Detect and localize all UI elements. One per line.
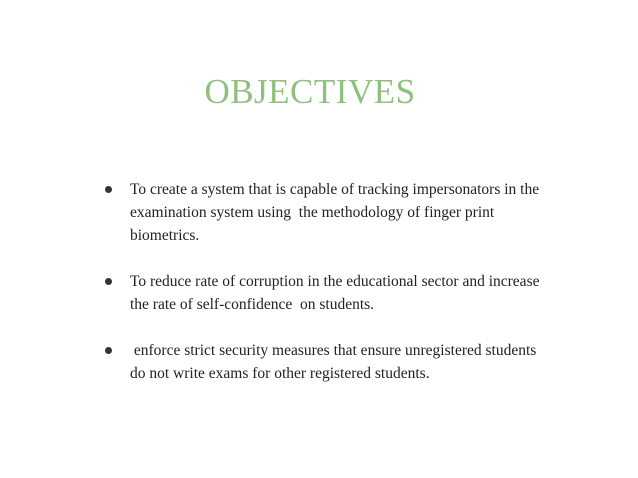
objectives-list [103, 178, 543, 408]
bullet-icon [105, 347, 112, 354]
slide-title: OBJECTIVES [204, 72, 416, 111]
list-item [103, 339, 543, 385]
bullet-icon [105, 186, 112, 193]
bullet-icon [105, 278, 112, 285]
bullet-text: To create a system that is capable of tracking impersonators in the examination system using the methodology of finger print biometrics. [130, 181, 543, 244]
list-item [103, 270, 543, 316]
list-item [103, 178, 543, 247]
bullet-text: enforce strict security measures that ensure unregistered students do not write exams for other registered students. [130, 342, 541, 382]
bullet-text: To reduce rate of corruption in the educational sector and increase the rate of self-confidence on students. [130, 273, 544, 313]
